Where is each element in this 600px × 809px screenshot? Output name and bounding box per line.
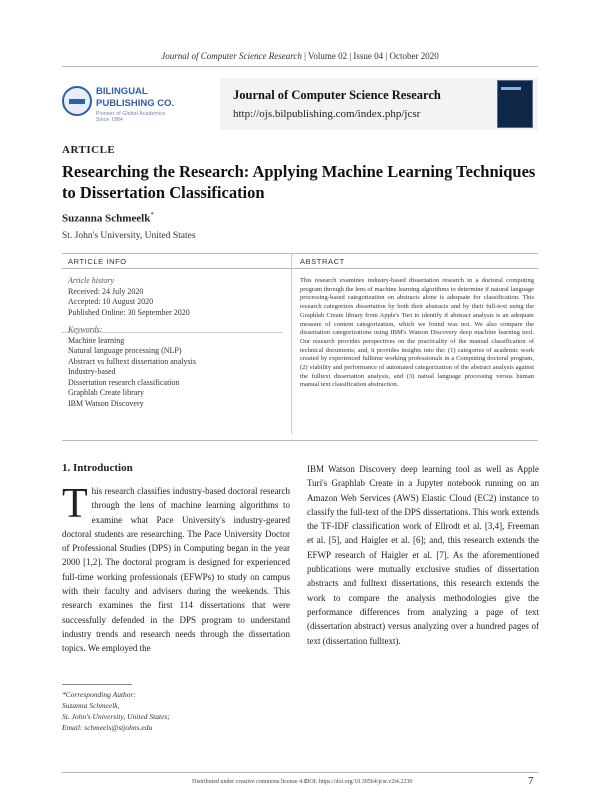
keyword-item: Abstract vs fulltext dissertation analysis (68, 356, 196, 366)
intro-left-column (62, 481, 290, 656)
journal-banner (220, 78, 538, 130)
publisher-name-line2: PUBLISHING CO. (96, 98, 175, 109)
running-head-issue: | Volume 02 | Issue 04 | October 2020 (301, 51, 439, 61)
keyword-item: Graphlab Create library (68, 388, 144, 397)
keyword-item: Machine learning (68, 335, 125, 345)
article-title: Researching the Research: Applying Machine Learning Techniques to Dissertation Classification (62, 162, 536, 202)
publisher-tagline: Pioneer of Global Academics Since 1984 (96, 111, 166, 123)
page-number: 7 (528, 775, 534, 787)
info-head-rule (62, 268, 538, 269)
keyword-item: Natural language processing (NLP) (68, 346, 182, 355)
author-footnote-mark: * (150, 211, 154, 219)
license-note: Distributed under creative commons license 4.0 (192, 779, 307, 785)
keyword-item: Industry-based (68, 367, 116, 376)
running-head (0, 51, 600, 61)
keywords-label: Keywords: (68, 325, 103, 334)
corresponding-name: Suzanna Schmeelk, (62, 701, 120, 710)
corresponding-email[interactable]: Email: schmeels@stjohns.edu (62, 723, 153, 732)
globe-icon (62, 86, 92, 116)
info-top-rule (62, 253, 538, 254)
publisher-name (96, 86, 174, 110)
footer-divider (62, 772, 538, 773)
received-date: Received: 24 July 2020 (68, 286, 144, 296)
history-label: Article history (68, 276, 114, 285)
keyword-item: IBM Watson Discovery (68, 398, 144, 408)
journal-url[interactable]: http://ojs.bilpublishing.com/index.php/jcsr (233, 108, 421, 120)
section-heading-introduction: 1. Introduction (62, 462, 133, 474)
running-head-journal: Journal of Computer Science Research (161, 51, 302, 61)
publisher-name-line1: BILINGUAL (96, 86, 148, 97)
author-name-text: Suzanna Schmeelk (62, 212, 151, 225)
publisher-logo (62, 82, 180, 124)
intro-right-column: IBM Watson Discovery deep learning tool as well as Apple Turi's Graphlab Create in a Jupyter notebook running on an Amazon Web Services (AWS) Elastic Cloud (EC2) instance to classify the full-text of the DPS dissertations. This work extends the TF-IDF classification work of Ellrodt et al. [3,4], Freeman et al. [5], and Haigler et al. [6]; and, this research extends the EFWP research of Haigler et al. [7]. As the aforementioned publications were mutually exclusive studies of dissertation abstracts and fulltext dissertations, this research extends the work to compare the analysis methodologies give the performance differences from analyzing a page of text (dissertation abstract) versus analyzing over a hundred pages of text (dissertation fulltext). (307, 464, 539, 646)
abstract-heading: ABSTRACT (300, 257, 345, 266)
journal-cover-thumbnail (497, 80, 533, 128)
author-name (62, 211, 154, 225)
header-divider (62, 66, 538, 67)
article-type-label: ARTICLE (62, 144, 116, 156)
journal-title: Journal of Computer Science Research (233, 88, 441, 102)
keyword-item: Dissertation research classification (68, 377, 180, 387)
accepted-date: Accepted: 10 August 2020 (68, 297, 154, 306)
keywords-divider (62, 332, 282, 333)
published-date: Published Online: 30 September 2020 (68, 307, 190, 317)
author-affiliation: St. John's University, United States (62, 231, 196, 241)
footnote-rule (62, 684, 132, 685)
corresponding-affiliation: St. John's University, United States; (62, 712, 170, 721)
intro-paragraph-left: his research classifies industry-based doctoral research through the lens of machine learning algorithms to examine what Pace University's industry-geared doctoral students are researching. The Pace University Doctor of Professional Studies (DPS) in Computing began in the year 2000 [1,2]. The doctoral program is designed for experienced full-time working professionals (EFWPs) to study on campus with their faculty and advisers during the weekends. This research examines the first 114 dissertations that were successfully defended in the DPS program to understand industry trends and research needs through the dissertation topics. We employed the (62, 486, 290, 654)
corresponding-label: *Corresponding Author: (62, 690, 136, 699)
drop-cap: T (62, 481, 88, 527)
corresponding-author-note (62, 689, 170, 733)
abstract-text: This research examines industry-based dissertation research in a doctoral computing program through the lens of machine learning algorithms to determine if natural language processing-based categorization on abstracts alone is adequate for classification. This research categorizes dissertation by both their abstracts and by their full-text using the Graphlab Create library from Apple's Turi to identify if abstract analysis is an adequate measure of content categorization, which we found was not. We also compare the dissertation categorizations using IBM's Watson Discovery deep machine learning tool. Our research provides perspectives on the practicality of the manual classification of technical documents; and, it provides insights into the: (1) categories of academic work created by experienced fulltime working professionals in a Computing doctoral program, (2) viability and performance of automated categorization of the abstract analysis against the fulltext dissertation analysis, and (3) natual language processing versus human manual text classification abstraction. (300, 277, 534, 389)
doi-link[interactable]: DOI: https://doi.org/10.30564/jcsr.v2i4.2230 (305, 779, 413, 785)
info-bottom-rule (62, 440, 538, 441)
article-info (68, 276, 278, 409)
article-info-heading: ARTICLE INFO (68, 257, 127, 266)
column-divider (291, 254, 292, 434)
